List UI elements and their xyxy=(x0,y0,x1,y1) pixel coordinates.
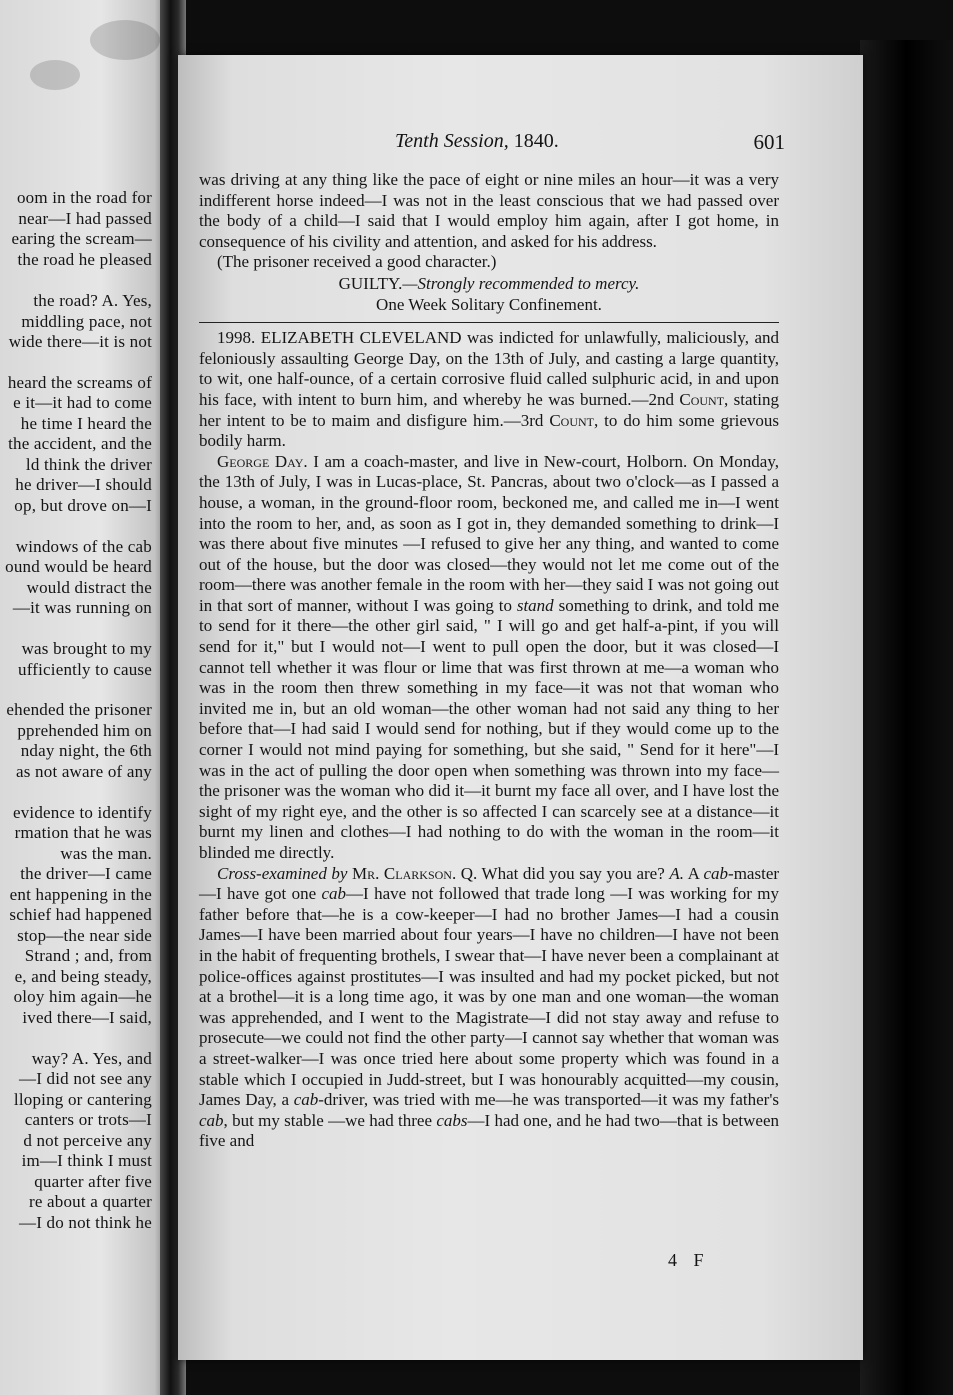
answer-emphasis: cab xyxy=(703,863,729,883)
left-page-line: would distract the xyxy=(26,578,152,597)
case-number: 1998. xyxy=(217,328,256,348)
verdict-recommendation: —Strongly recommended to mercy. xyxy=(402,273,640,293)
left-page-line: the accident, and the xyxy=(8,434,152,453)
testimony-paragraph xyxy=(199,452,779,864)
left-page-line: was the man. xyxy=(60,844,152,863)
left-page-line: nday night, the 6th xyxy=(20,741,152,760)
verdict-line xyxy=(199,274,779,295)
page-header xyxy=(395,130,785,158)
left-page-line: —it was running on xyxy=(12,598,152,617)
left-page-line: e, and being steady, xyxy=(14,967,152,986)
sentence-line: One Week Solitary Confinement. xyxy=(376,294,602,314)
left-page-line: quarter after five xyxy=(34,1172,152,1191)
question-text: Q. What did you say you are? xyxy=(456,863,665,883)
answer-text: , but my stable —we had three xyxy=(223,1110,437,1130)
left-page-line: ent happening in the xyxy=(9,885,152,904)
left-page-line: e it—it had to come xyxy=(13,393,152,412)
indictment-text: was indicted for unlawfully, maliciously, and feloniously assaulting George Day, on the 13th of July, and casting a large quantity, to wit, one half-ounce, of a certain corrosive fluid called sulphuric acid, in and upon his face, with intent to burn him, and whereby he was burned.—2nd xyxy=(199,328,779,409)
left-page-line: —I did not see any xyxy=(19,1069,152,1088)
section-rule xyxy=(199,322,779,323)
running-head-session: Tenth Session, xyxy=(395,130,514,152)
left-page-line: d not perceive any xyxy=(23,1131,152,1150)
left-page-line: im—I think I must xyxy=(21,1151,152,1170)
continuation-paragraph: was driving at any thing like the pace of eight or nine miles an hour—it was a very indifferent horse indeed—I was not in the least conscious that we had passed over the body of a child—I said that I would employ him again, after I got home, in consequence of his civility and attention, and asked for his address. xyxy=(199,170,779,251)
answer-text: -master—I have got one xyxy=(199,863,780,904)
left-page-line: re about a quarter xyxy=(28,1192,152,1211)
left-page-line: pprehended him on xyxy=(17,721,152,740)
indictment-text: , to do him some grievous bodily harm. xyxy=(199,410,779,451)
left-page-line: as not aware of any xyxy=(16,762,152,781)
testimony-text: I am a coach-master, and live in New-court, Holborn. On Monday, the 13th of July, I was in Lucas-place, St. Pancras, about two o'clock—as I passed a house, a woman, in the ground-floor room, beckoned me, and called me in—I went into the room to her, and, as soon as I got in, they demanded something to drink—I was there about five minutes —I refused to give her any thing, and wanted to come out of the house, but the door was closed—they would not let me come out of the room—there was another female in the room with her—they said I was not going out in that sort of manner, without I was going to xyxy=(199,451,779,615)
indictment-paragraph xyxy=(199,328,779,452)
answer-text: A xyxy=(683,863,704,883)
indictment-text: , stating her intent to be to maim and disfigure him.—3rd xyxy=(199,389,779,430)
left-page-line: near—I had passed xyxy=(18,209,152,228)
left-page-line: ufficiently to cause xyxy=(18,660,152,679)
answer-text: —I had one, and he had two—that is between five and xyxy=(199,1110,779,1151)
running-head-year: 1840. xyxy=(513,130,559,152)
witness-name: George Day. xyxy=(217,451,308,471)
answer-emphasis: cab xyxy=(293,1090,319,1110)
left-page-line: he driver—I should xyxy=(15,475,152,494)
counsel-name: Mr. Clarkson. xyxy=(352,863,457,883)
left-page-line: stop—the near side xyxy=(17,926,152,945)
running-head xyxy=(395,130,559,153)
left-page-line: ehended the prisoner xyxy=(6,700,152,719)
left-page-line: oom in the road for xyxy=(16,188,152,207)
left-page-line: wide there—it is not xyxy=(8,332,152,351)
left-page-line: heard the screams of xyxy=(7,373,152,392)
left-facing-page xyxy=(0,0,168,1395)
answer-emphasis: cabs xyxy=(436,1110,468,1130)
page-body xyxy=(199,170,779,1152)
left-page-line: canters or trots—I xyxy=(24,1110,152,1129)
left-page-line: was brought to my xyxy=(21,639,152,658)
left-page-line: rmation that he was xyxy=(14,823,152,842)
left-page-line: ived there—I said, xyxy=(22,1008,152,1027)
character-note: (The prisoner received a good character.) xyxy=(217,252,497,272)
left-page-line: lloping or cantering xyxy=(13,1090,152,1109)
page-number: 601 xyxy=(753,130,785,154)
answer-emphasis: cab xyxy=(199,1110,224,1130)
left-page-line: Strand ; and, from xyxy=(24,946,152,965)
left-page-line: the road he pleased xyxy=(17,250,152,269)
page-edge-shadow xyxy=(860,40,953,1395)
left-page-line: ound would be heard xyxy=(5,557,152,576)
left-page-line: evidence to identify xyxy=(12,803,152,822)
scan-smudge xyxy=(30,60,80,90)
left-page-line: middling pace, not xyxy=(21,312,152,331)
answer-label: A. xyxy=(669,863,684,883)
count-label: Count xyxy=(679,389,725,409)
left-page-line: he time I heard the xyxy=(20,414,152,433)
verdict: GUILTY. xyxy=(338,273,403,293)
cross-examined-label: Cross-examined by xyxy=(217,863,348,883)
answer-text: -driver, was tried with me—he was transported—it was my father's xyxy=(318,1090,779,1110)
left-page-line: earing the scream— xyxy=(11,229,152,248)
signature-mark: 4 F xyxy=(668,1250,710,1270)
left-page-line: ld think the driver xyxy=(25,455,152,474)
left-page-line: op, but drove on—I xyxy=(14,496,152,515)
left-page-line: oloy him again—he xyxy=(13,987,152,1006)
left-page-line: the driver—I came xyxy=(20,864,152,883)
answer-text: —I have not followed that trade long —I was working for my father before that—he is a cow-keeper—I had no brother James—I had a cousin James—I have been married about four years—I have no children—I have not been in the habit of frequenting brothels, I swear that—I have never been a complainant at police-offices against prostitutes—I was insulted and had my pocket picked, but not at a brothel—it is a long time ago, it was by one man and one woman—the woman was apprehended, and I went to the Magistrate—I did not stay away and refuse to prosecute—we could not find the other party—I cannot say whether that woman was a street-walker—I was once tried here about some property which was found in a stable which I occupied in Judd-street, but I was honourably acquitted—my cousin, James Day, a xyxy=(199,884,779,1110)
scan-smudge xyxy=(90,20,160,60)
left-page-line: —I do not think he xyxy=(19,1213,152,1232)
defendant-name: ELIZABETH CLEVELAND xyxy=(260,328,462,348)
left-page-line: the road? A. Yes, xyxy=(33,291,152,310)
left-page-line: windows of the cab xyxy=(15,537,152,556)
answer-emphasis: cab xyxy=(321,884,347,904)
testimony-text: something to drink, and told me to send for it there—the other girl said, " I will go and get half-a-pint, if you will send for it," but I would not—I went to pull open the door, but it was closed—I cannot tell whether it was flour or lime that was first thrown at me—a woman who was in the room then threw something in my face—it was not that woman who invited me in, but an old woman—the other woman had not said any thing to her before that—I had said I would send for nothing, but if they would come up to the corner I would not mind paying for something, but she said, " Send for it here"—I was in the act of pulling the door open when something was thrown into my face—the prisoner was the woman who did it—it burnt my face all over, and I have lost the sight of my right eye, and the other is so affected I can scarcely see at a distance—it burnt my linen and clothes—I had nothing to do with the woman in the room—it blinded me directly. xyxy=(199,595,779,862)
left-page-line: way? A. Yes, and xyxy=(31,1049,152,1068)
testimony-emphasis: stand xyxy=(516,595,554,615)
cross-examination-paragraph xyxy=(199,864,779,1152)
left-page-line: schief had happened xyxy=(9,905,152,924)
count-label: Count xyxy=(549,410,594,430)
